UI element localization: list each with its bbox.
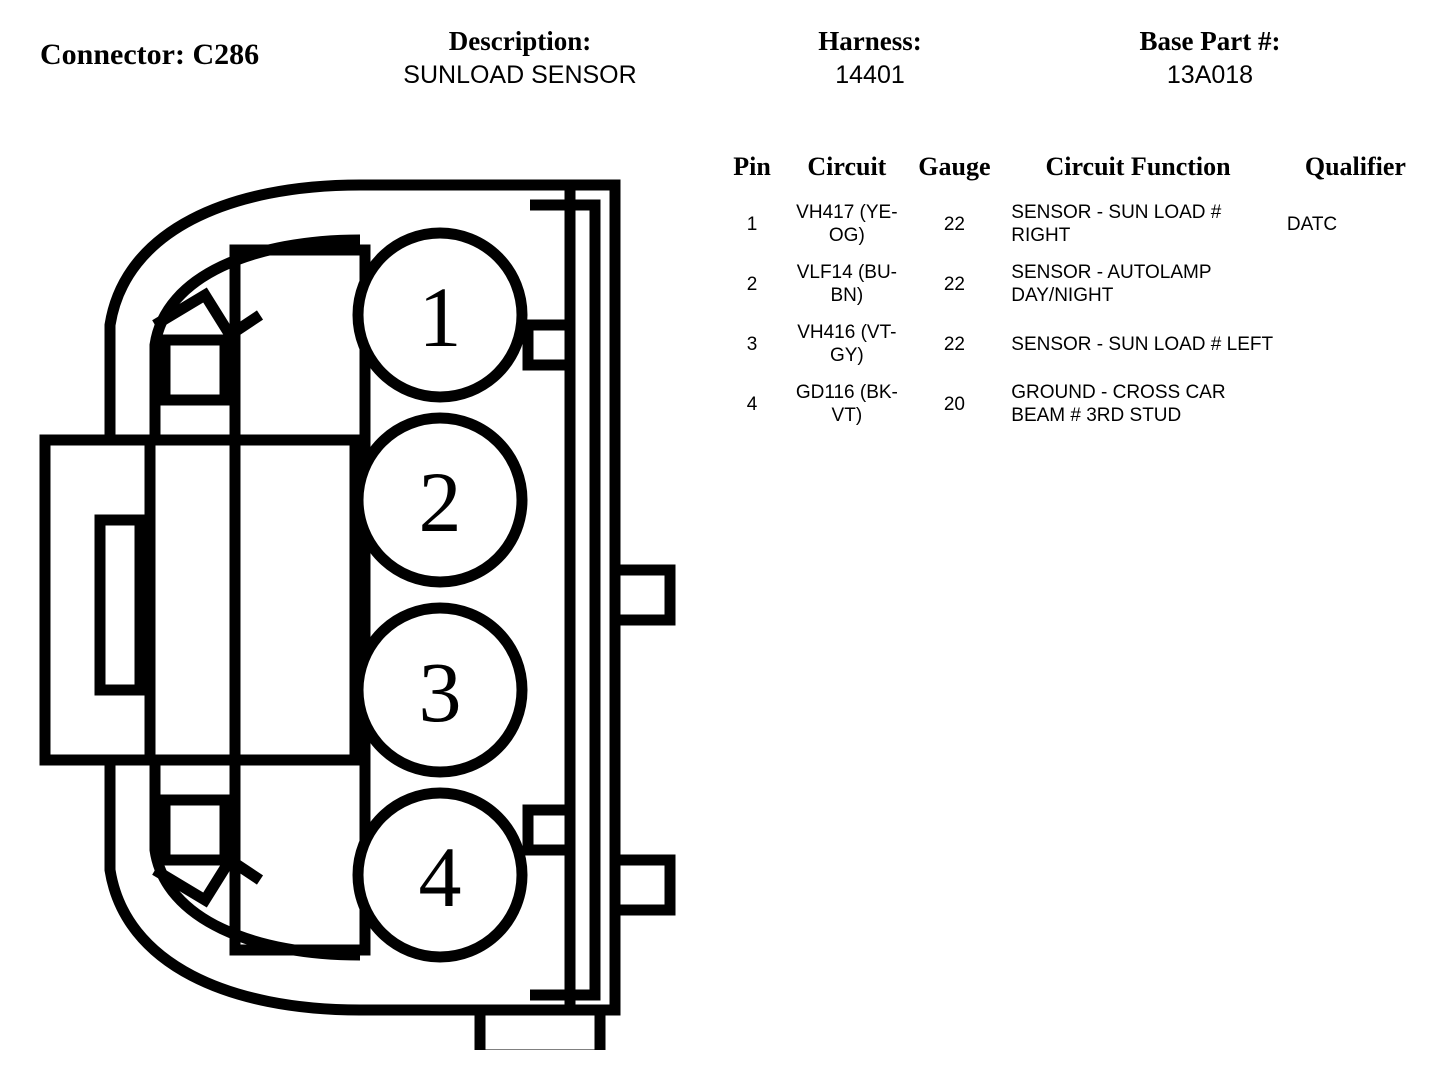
description-value: SUNLOAD SENSOR bbox=[403, 61, 637, 89]
cavity-1 bbox=[358, 233, 522, 397]
harness-label: Harness: bbox=[818, 26, 922, 56]
locator-bottom bbox=[528, 810, 570, 850]
cavity-label-4: 4 bbox=[418, 829, 462, 925]
table-row bbox=[722, 374, 1432, 434]
pin-table bbox=[722, 152, 1432, 434]
cell-qualifier bbox=[1279, 254, 1432, 314]
cavity-group bbox=[358, 233, 522, 957]
column-header-qualifier: Qualifier bbox=[1304, 152, 1406, 181]
cell-function: SENSOR - SUN LOAD # RIGHT bbox=[1011, 202, 1222, 246]
cell-qualifier: DATC bbox=[1286, 213, 1338, 235]
cell-gauge: 22 bbox=[943, 213, 965, 235]
header bbox=[0, 0, 1456, 110]
cell-qualifier bbox=[1279, 374, 1432, 434]
cell-pin: 1 bbox=[746, 213, 758, 235]
cell-pin: 4 bbox=[746, 393, 758, 415]
mount-ear-middle bbox=[615, 570, 670, 620]
base-part-label: Base Part #: bbox=[1139, 26, 1281, 56]
base-part-block bbox=[1060, 24, 1360, 92]
cell-function: GROUND - CROSS CAR BEAM # 3RD STUD bbox=[1011, 382, 1226, 426]
cell-circuit: VH417 (YE-OG) bbox=[796, 202, 898, 246]
locator-top bbox=[528, 325, 570, 365]
column-header-pin: Pin bbox=[733, 152, 771, 181]
inner-housing-rect bbox=[235, 250, 365, 950]
cell-gauge: 22 bbox=[943, 333, 965, 355]
cell-circuit: VH416 (VT-GY) bbox=[797, 322, 897, 366]
cell-circuit: GD116 (BK-VT) bbox=[795, 382, 898, 426]
cell-gauge: 22 bbox=[943, 273, 965, 295]
table-row bbox=[722, 314, 1432, 374]
cell-function: SENSOR - AUTOLAMP DAY/NIGHT bbox=[1011, 262, 1212, 306]
cell-pin: 2 bbox=[746, 273, 758, 295]
mount-ear-lower bbox=[615, 860, 670, 910]
cell-pin: 3 bbox=[746, 333, 758, 355]
column-header-function: Circuit Function bbox=[1045, 152, 1231, 181]
cavity-label-2: 2 bbox=[418, 454, 462, 550]
cavity-4 bbox=[358, 793, 522, 957]
cavity-label-3: 3 bbox=[418, 644, 462, 740]
description-label: Description: bbox=[448, 26, 592, 56]
left-body-block bbox=[45, 440, 355, 760]
column-header-circuit: Circuit bbox=[807, 152, 887, 181]
base-part-value: 13A018 bbox=[1166, 61, 1254, 89]
connector-id-block bbox=[40, 38, 259, 72]
connector-face-svg bbox=[30, 150, 710, 1050]
cell-circuit: VLF14 (BU-BN) bbox=[796, 262, 898, 306]
connector-id-label: Connector: C286 bbox=[40, 38, 260, 71]
table-header-row bbox=[722, 152, 1432, 194]
left-body-slot bbox=[100, 520, 140, 690]
connector-drawing bbox=[30, 150, 710, 1055]
cell-qualifier bbox=[1279, 314, 1432, 374]
cavity-2 bbox=[358, 418, 522, 582]
cavity-3 bbox=[358, 608, 522, 772]
bottom-tab bbox=[480, 1010, 600, 1050]
cavity-label-1: 1 bbox=[418, 269, 462, 365]
description-block bbox=[330, 24, 710, 92]
cell-gauge: 20 bbox=[943, 393, 965, 415]
table-row bbox=[722, 194, 1432, 254]
notch-block-top bbox=[165, 340, 225, 400]
cell-function: SENSOR - SUN LOAD # LEFT bbox=[1011, 333, 1274, 355]
table-row bbox=[722, 254, 1432, 314]
harness-block bbox=[740, 24, 1000, 92]
column-header-gauge: Gauge bbox=[918, 152, 991, 181]
notch-block-bottom bbox=[165, 800, 225, 860]
harness-value: 14401 bbox=[835, 61, 905, 89]
